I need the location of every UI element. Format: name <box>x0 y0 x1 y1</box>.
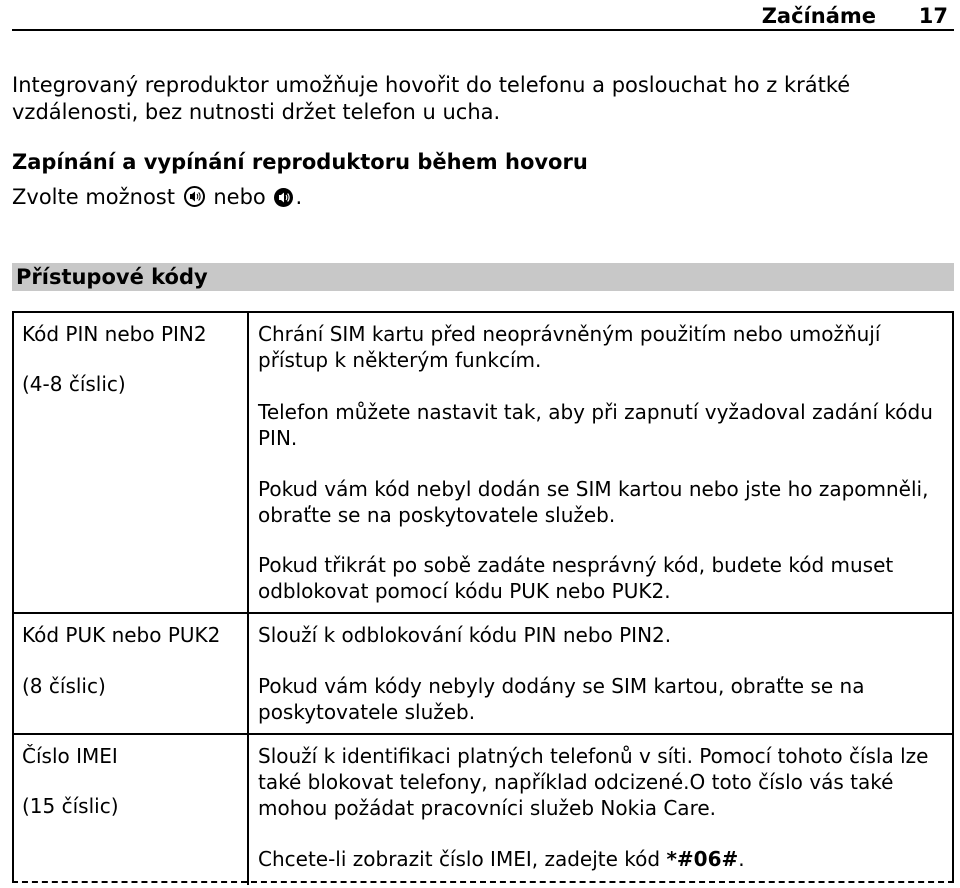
puk-code-digits: (8 číslic) <box>22 674 106 698</box>
pin-desc-2: Telefon můžete nastavit tak, aby při zapnutí vyžadoval zadání kódu PIN. <box>258 400 933 450</box>
imei-digits: (15 číslic) <box>22 794 119 818</box>
instruction-suffix: . <box>295 185 303 209</box>
page-number: 17 <box>918 4 948 28</box>
imei-suffix: . <box>738 847 745 871</box>
imei-prefix: Chcete-li zobrazit číslo IMEI, zadejte kód <box>258 847 661 871</box>
header-rule <box>12 29 954 31</box>
imei-desc-2 <box>258 846 948 872</box>
pin-desc-4: Pokud třikrát po sobě zadáte nesprávný kód, budete kód muset odblokovat pomocí kódu PUK nebo PUK2. <box>258 553 894 603</box>
pin-desc-3: Pokud vám kód nebyl dodán se SIM kartou nebo jste ho zapomněli, obraťte se na poskytovatele služeb. <box>258 477 929 527</box>
speaker-heading: Zapínání a vypínání reproduktoru během hovoru <box>12 150 588 174</box>
imei-code: *#06# <box>666 847 739 871</box>
table-bottom-dashed <box>12 881 954 883</box>
codes-heading: Přístupové kódy <box>16 265 208 289</box>
imei-desc-1: Slouží k identifikaci platných telefonů v síti. Pomocí tohoto čísla lze také blokovat telefony, například odcizené.O toto číslo vás také mohou požádat pracovníci služeb Nokia Care. <box>258 744 929 820</box>
instruction-prefix: Zvolte možnost <box>12 185 175 209</box>
imei-name: Číslo IMEI <box>22 744 118 768</box>
section-title: Začínáme <box>761 4 876 28</box>
speaker-instruction <box>12 184 302 211</box>
pin-desc-1: Chrání SIM kartu před neoprávněným použitím nebo umožňují přístup k některým funkcím. <box>258 322 881 372</box>
pin-code-name: Kód PIN nebo PIN2 <box>22 322 207 346</box>
table-column-divider <box>247 311 249 885</box>
speaker-filled-icon <box>274 188 293 207</box>
speaker-outline-icon <box>184 186 205 207</box>
pin-code-digits: (4-8 číslic) <box>22 372 126 396</box>
row-divider <box>12 733 954 735</box>
section-band <box>12 263 954 291</box>
instruction-or: nebo <box>213 185 266 209</box>
puk-code-name: Kód PUK nebo PUK2 <box>22 623 221 647</box>
puk-desc-1: Slouží k odblokování kódu PIN nebo PIN2. <box>258 623 672 647</box>
row-divider <box>12 612 954 614</box>
page-header <box>0 0 960 30</box>
intro-paragraph: Integrovaný reproduktor umožňuje hovořit do telefonu a poslouchat ho z krátké vzdálenosti, bez nutnosti držet telefon u ucha. <box>12 73 851 124</box>
puk-desc-2: Pokud vám kódy nebyly dodány se SIM kartou, obraťte se na poskytovatele služeb. <box>258 674 865 724</box>
